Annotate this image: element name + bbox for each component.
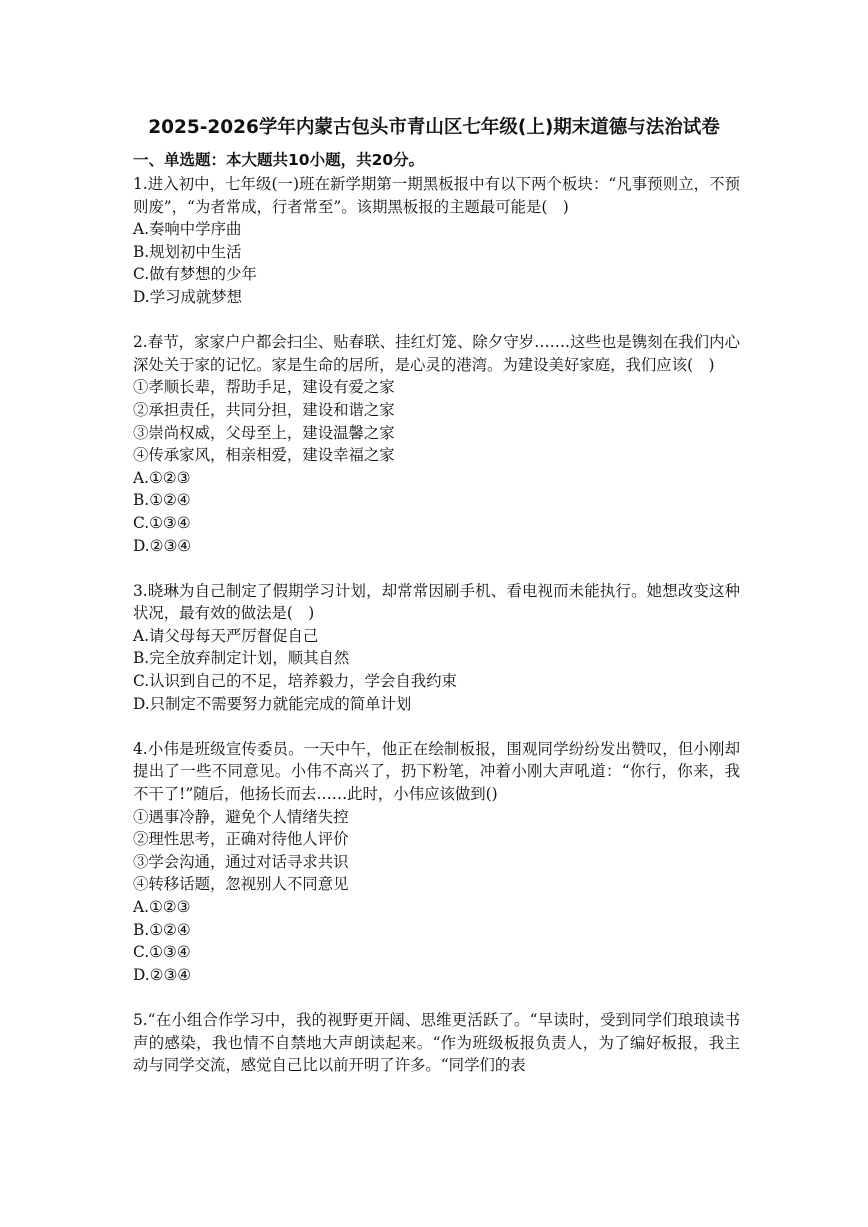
- answer-option: D.学习成就梦想: [133, 287, 243, 306]
- exam-title: 2025-2026学年内蒙古包头市青山区七年级(上)期末道德与法治试卷: [148, 117, 720, 138]
- question-3: [133, 580, 740, 716]
- answer-option: C.做有梦想的少年: [133, 265, 257, 284]
- question-stem: 3.晓琳为自己制定了假期学习计划，却常常因刷手机、看电视而未能执行。她想改变这种状况，最有效的做法是( ): [133, 581, 740, 623]
- answer-option: B.①②④: [133, 491, 191, 510]
- answer-option: B.①②④: [133, 920, 191, 939]
- question-stem: 5.“在小组合作学习中，我的视野更开阔、思维更活跃了。“早读时，受到同学们琅琅读书声的感染，我也情不自禁地大声朗读起来。“作为班级板报负责人，为了编好板报，我主动与同学交流，感觉自己比以前开明了许多。“同学们的表: [133, 1010, 740, 1075]
- question-list: [133, 173, 740, 1099]
- answer-option: A.奏响中学序曲: [133, 220, 242, 239]
- answer-option: B.规划初中生活: [133, 242, 242, 261]
- statement-item: ①遇事冷静，避免个人情绪失控: [133, 807, 349, 826]
- question-4: [133, 738, 740, 987]
- answer-option: A.①②③: [133, 898, 191, 916]
- answer-option: D.②③④: [133, 536, 192, 555]
- statement-item: ③学会沟通，通过对话寻求共识: [133, 852, 349, 871]
- question-stem: 1.进入初中，七年级(一)班在新学期第一期黑板报中有以下两个板块：“凡事预则立，不预则废”，“为者常成，行者常至”。该期黑板报的主题最可能是( ): [133, 175, 740, 216]
- question-1: [133, 173, 740, 309]
- statement-item: ②理性思考，正确对待他人评价: [133, 830, 349, 849]
- answer-option: A.请父母每天严厉督促自己: [133, 626, 319, 645]
- statement-item: ①孝顺长辈，帮助手足，建设有爱之家: [133, 378, 395, 397]
- answer-option: C.①③④: [133, 943, 191, 962]
- statement-item: ④转移话题，忽视别人不同意见: [133, 875, 349, 894]
- question-2: [133, 331, 740, 557]
- statement-item: ③崇尚权威，父母至上，建设温馨之家: [133, 423, 395, 442]
- answer-option: B.完全放弃制定计划，顺其自然: [133, 649, 350, 668]
- question-stem: 2.春节，家家户户都会扫尘、贴春联、挂红灯笼、除夕守岁…….这些也是镌刻在我们内心深处关于家的记忆。家是生命的居所，是心灵的港湾。为建设美好家庭，我们应该( ): [133, 333, 740, 374]
- section-heading: 一、单选题：本大题共10小题，共20分。: [133, 151, 425, 169]
- answer-option: A.①②③: [133, 468, 191, 487]
- statement-item: ②承担责任，共同分担，建设和谐之家: [133, 400, 395, 419]
- answer-option: D.只制定不需要努力就能完成的简单计划: [133, 694, 412, 713]
- answer-option: D.②③④: [133, 965, 192, 984]
- statement-item: ④传承家风，相亲相爱，建设幸福之家: [133, 446, 395, 465]
- question-5: [133, 1009, 740, 1077]
- answer-option: C.认识到自己的不足，培养毅力，学会自我约束: [133, 672, 457, 691]
- question-stem: 4.小伟是班级宣传委员。一天中午，他正在绘制板报，围观同学纷纷发出赞叹，但小刚却提出了一些不同意见。小伟不高兴了，扔下粉笔，冲着小刚大声吼道：“你行，你来，我不干了!”随后，他扬长而去……此时，小伟应该做到(): [133, 739, 740, 804]
- answer-option: C.①③④: [133, 513, 191, 532]
